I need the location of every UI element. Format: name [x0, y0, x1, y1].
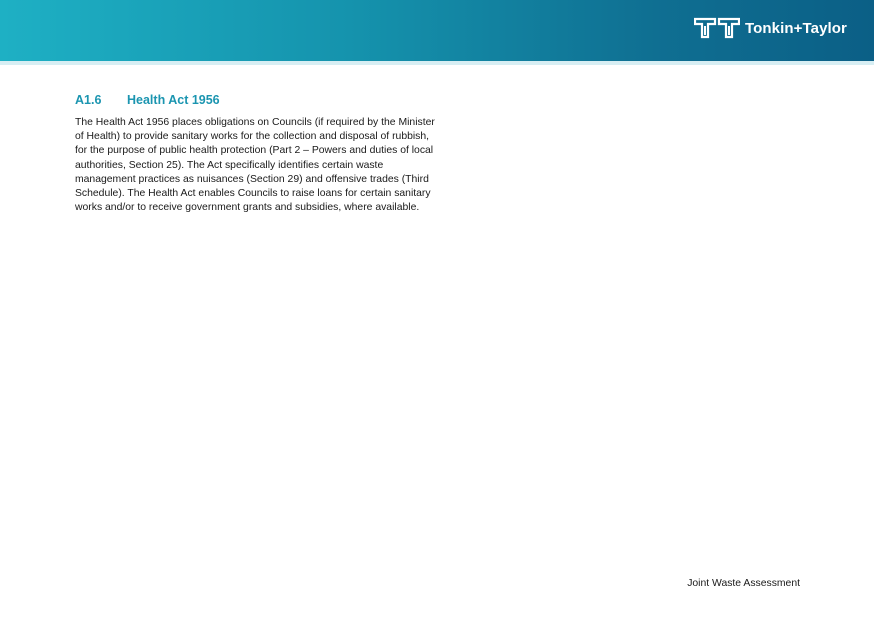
- brand-name: Tonkin+Taylor: [744, 19, 847, 37]
- brand-logo: [694, 16, 847, 40]
- tt-monogram-icon: [694, 17, 740, 39]
- section-title: Health Act 1956: [127, 93, 220, 107]
- header-divider: [0, 61, 874, 65]
- section-paragraph: The Health Act 1956 places obligations on Councils (if required by the Minister of Health) to provide sanitary works for the collection and disposal of rubbish, for the purpose of public health protection (Part 2 – Powers and duties of local authorities, Section 25). The Act specifically identifies certain waste management practices as nuisances (Section 29) and offensive trades (Third Schedule). The Health Act enables Councils to raise loans for certain sanitary works and/or to receive government grants and subsidies, where available.: [75, 117, 435, 214]
- header-band: [0, 0, 874, 61]
- section-number: A1.6: [75, 93, 102, 107]
- footer-document-title: Joint Waste Assessment: [687, 578, 800, 589]
- section-heading: [75, 93, 220, 107]
